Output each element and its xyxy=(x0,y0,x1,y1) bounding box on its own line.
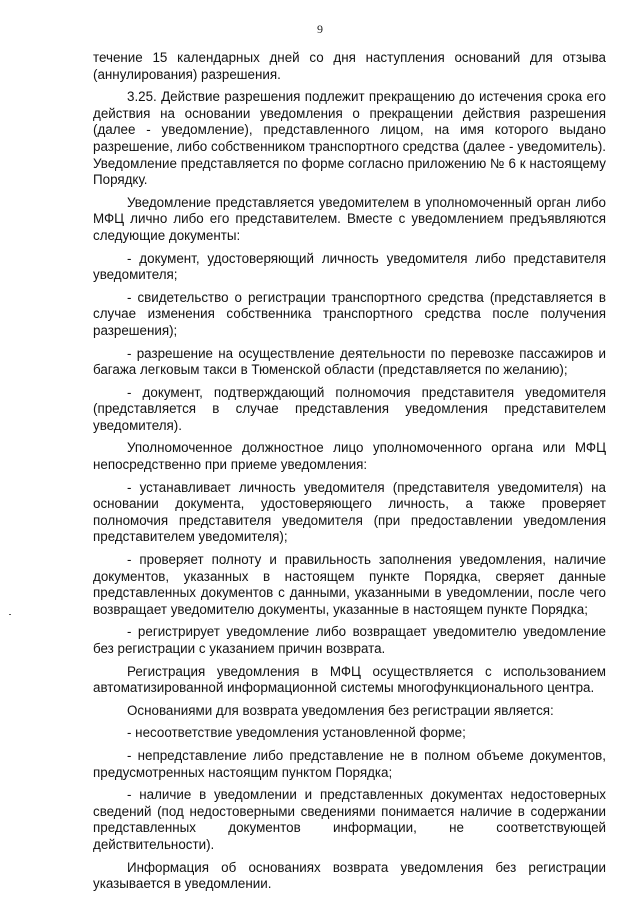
list-item: - проверяет полноту и правильность заполнения уведомления, наличие документов, указанных в настоящем пункте Порядка, сверяет данные представленных документов с данными, указанными в уведомлении, после чего возвращает уведомителю документы, указанные в настоящем пункте Порядка; xyxy=(93,552,606,617)
paragraph: Основаниями для возврата уведомления без регистрации является: xyxy=(127,702,554,718)
list-item: - наличие в уведомлении и представленных документах недостоверных сведений (под недостоверными сведениями понимается наличие в содержании представленных документов информации, не соответствующей действительности). xyxy=(93,787,606,852)
margin-mark xyxy=(9,614,11,615)
paragraph: течение 15 календарных дней со дня наступления оснований для отзыва (аннулирования) разрешения. xyxy=(93,50,606,82)
list-item: - документ, подтверждающий полномочия представителя уведомителя (представляется в случае представления уведомления представителем уведомителя). xyxy=(93,384,606,433)
list-item: - документ, удостоверяющий личность уведомителя либо представителя уведомителя; xyxy=(93,250,606,283)
list-item: - разрешение на осуществление деятельности по перевозке пассажиров и багажа легковым такси в Тюменской области (представляется по желанию); xyxy=(93,345,606,378)
paragraph: Регистрация уведомления в МФЦ осуществляется с использованием автоматизированной информационной системы многофункционального центра. xyxy=(93,663,606,696)
body-text xyxy=(93,50,606,899)
paragraph: Информация об основаниях возврата уведомления без регистрации указывается в уведомлении. xyxy=(93,859,606,892)
list-item: - регистрирует уведомление либо возвращает уведомителю уведомление без регистрации с указанием причин возврата. xyxy=(93,624,606,656)
list-item: - устанавливает личность уведомителя (представителя уведомителя) на основании документа, удостоверяющего личность, а также проверяет полномочия представителя уведомителя (при предоставлении уведомления представителем уведомителя); xyxy=(93,479,606,545)
page-number: 9 xyxy=(317,22,323,36)
list-item: - несоответствие уведомления установленной форме; xyxy=(127,725,466,741)
list-item: - непредставление либо представление не в полном объеме документов, предусмотренных настоящим пунктом Порядка; xyxy=(93,747,606,780)
list-item: - свидетельство о регистрации транспортного средства (представляется в случае изменения собственника транспортного средства после получения разрешения); xyxy=(93,289,606,338)
paragraph: Уполномоченное должностное лицо уполномоченного органа или МФЦ непосредственно при приеме уведомления: xyxy=(93,440,606,473)
paragraph: Уведомление представляется уведомителем в уполномоченный орган либо МФЦ лично либо его представителем. Вместе с уведомлением предъявляются следующие документы: xyxy=(93,194,606,243)
paragraph: 3.25. Действие разрешения подлежит прекращению до истечения срока его действия на основании уведомления о прекращении действия разрешения (далее - уведомление), представленного лицом, на имя которого выдано разрешение, либо собственником транспортного средства (далее - уведомитель). Уведомление представляется по форме согласно приложению № 6 к настоящему Порядку. xyxy=(93,89,606,188)
